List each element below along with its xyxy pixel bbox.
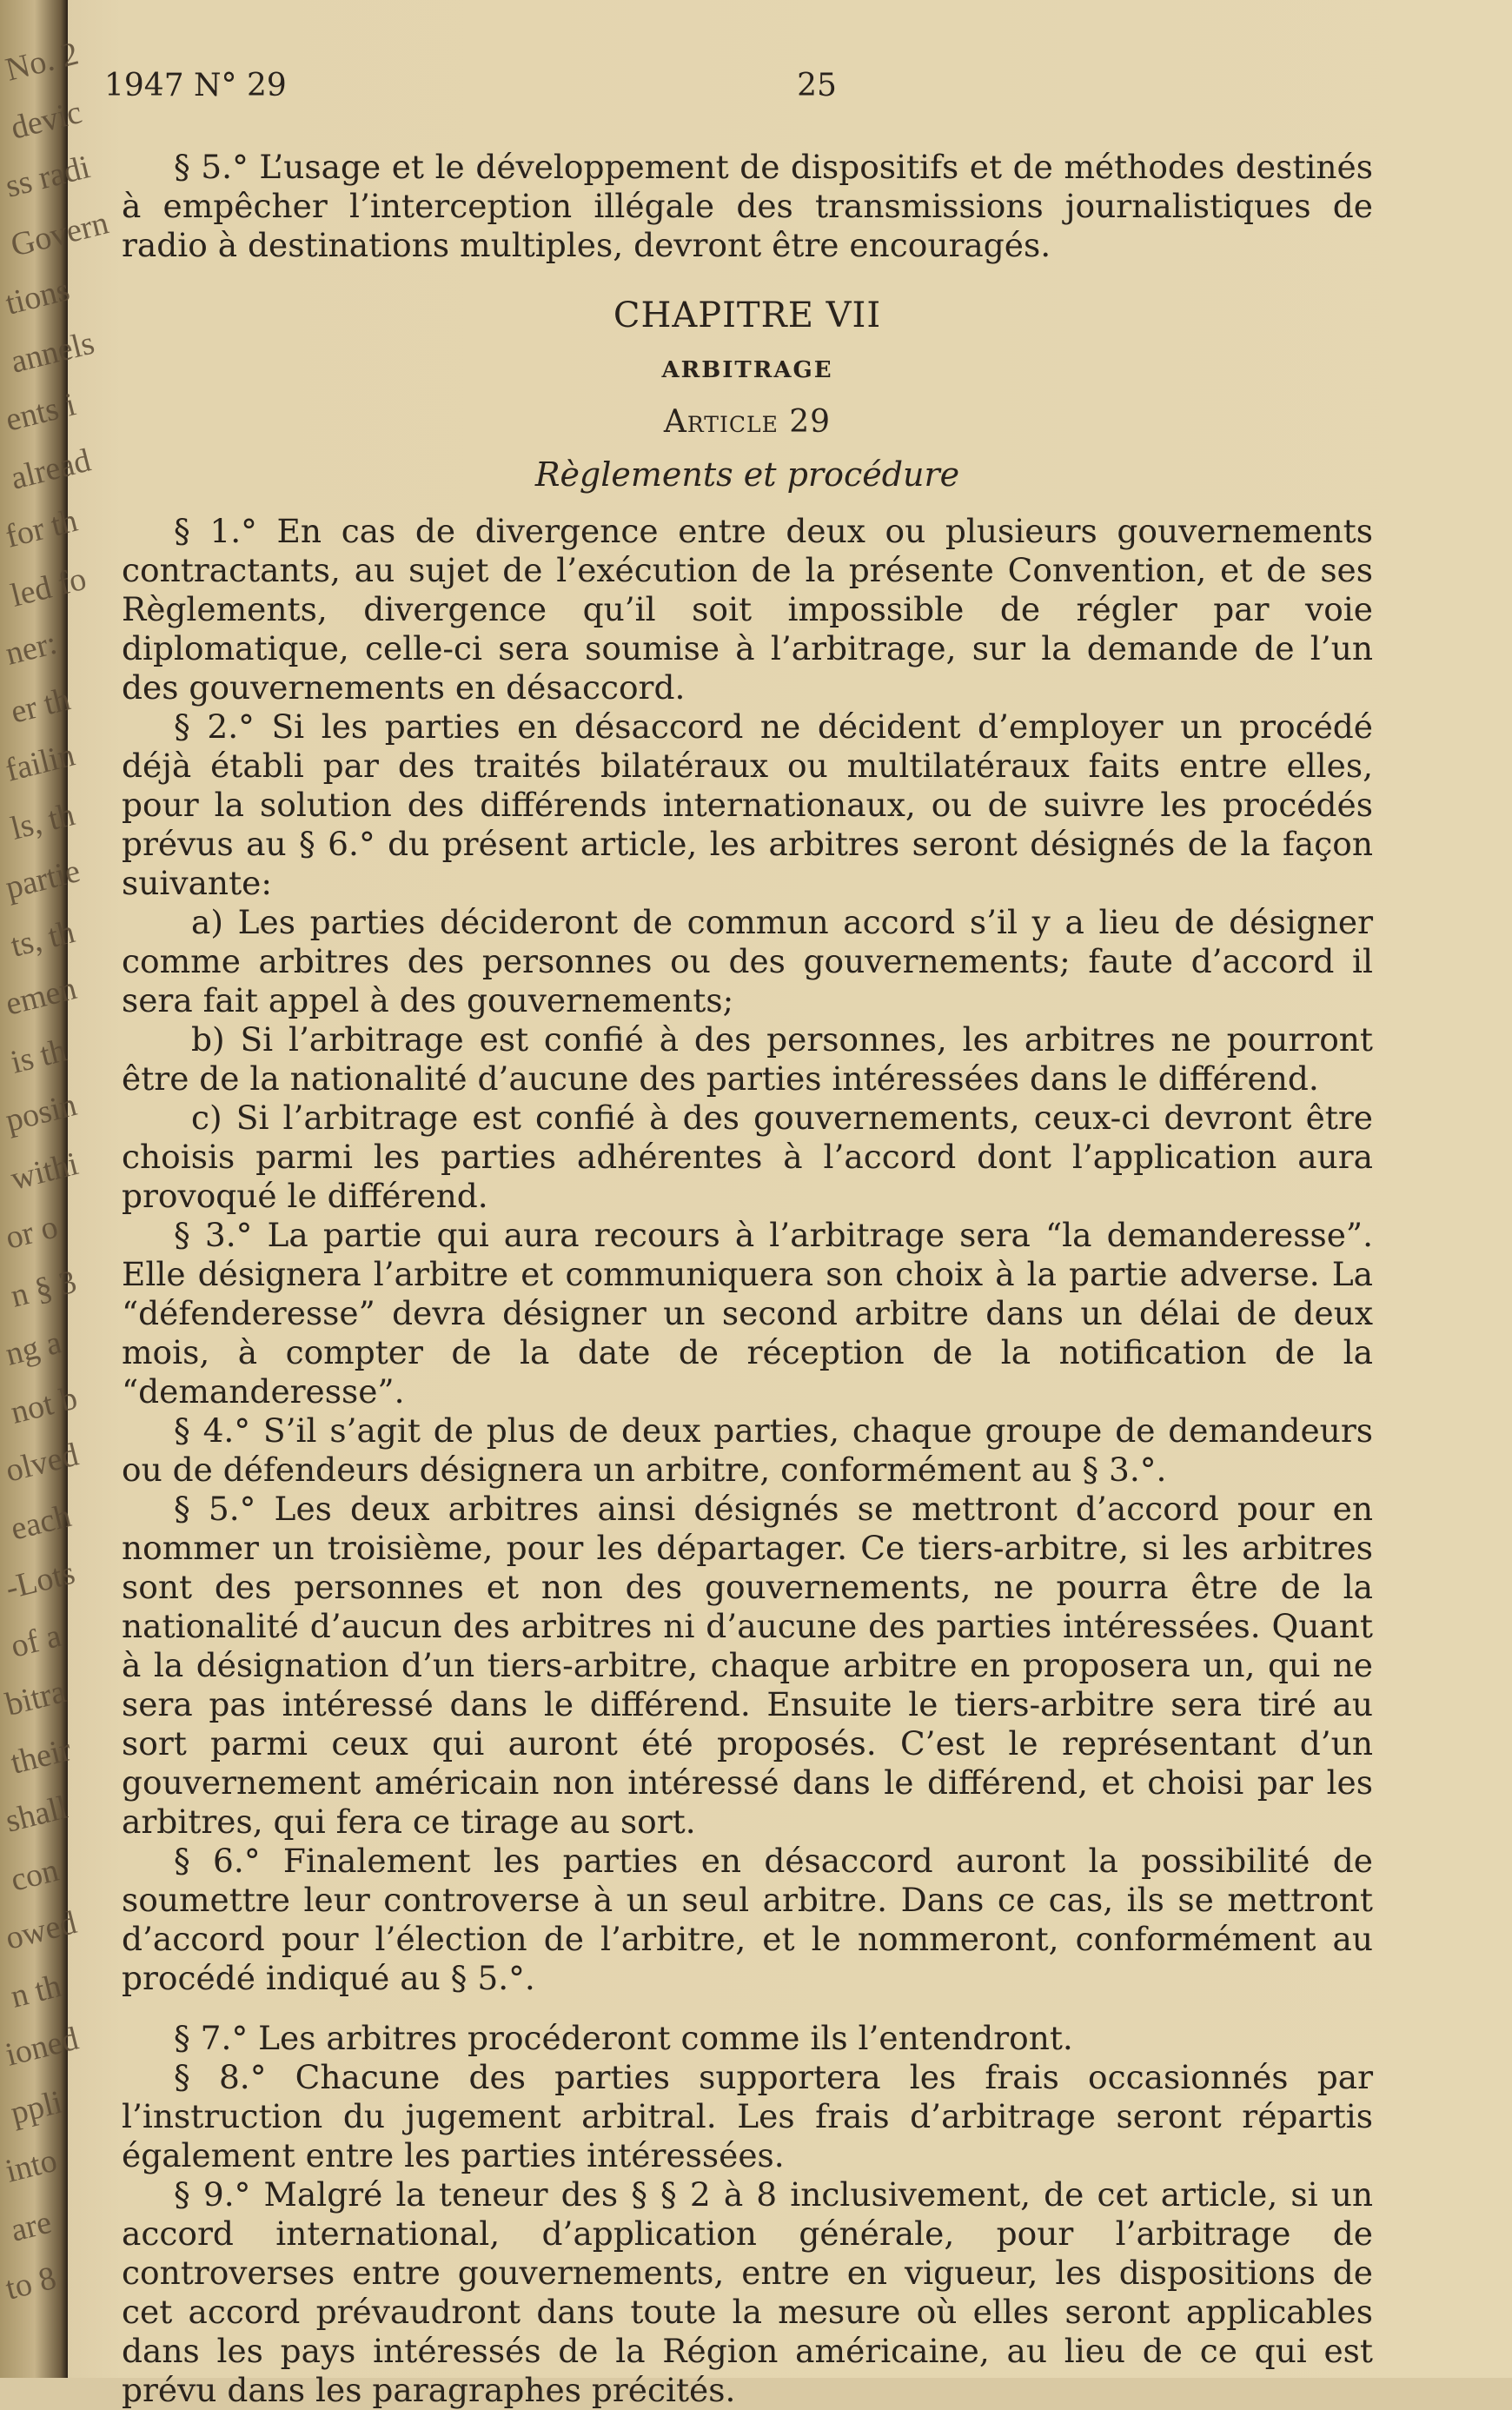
- bleed-fragment: partie: [2, 852, 84, 906]
- bleed-fragment: con: [7, 1851, 63, 1899]
- bleed-fragment: ioned: [2, 2020, 83, 2074]
- bleed-fragment: posin: [2, 1086, 81, 1139]
- paragraph-9: § 9.° Malgré la teneur des § § 2 à 8 inclusivement, de cet article, si un accord international, d’application générale, pour l’arbitrage de controverses entre gouvernements, entre en vigueur, les dispositions de cet accord prévaudront dans toute la mesure où elles seront applicables dans les pays intéressés de la Région américaine, au lieu de ce qui est prévu dans les paragraphes précités.: [122, 2175, 1373, 2409]
- page-body: [122, 148, 1373, 2410]
- bleed-fragment: alread: [7, 442, 95, 497]
- bleed-fragment: ls, th: [7, 796, 79, 848]
- paragraph-8: § 8.° Chacune des parties supportera les frais occasionnés par l’instruction du jugement arbitral. Les frais d’arbitrage seront répartis également entre les parties intéressées.: [122, 2058, 1373, 2174]
- bleed-fragment: for th: [2, 502, 82, 556]
- bleed-fragment: annels: [7, 324, 98, 381]
- paragraph-2a: a) Les parties décideront de commun accord s’il y a lieu de désigner comme arbitres des personnes ou des gouvernements; faute d’accord il sera fait appel à des gouvernements;: [122, 903, 1373, 1019]
- bleed-fragment: not b: [7, 1379, 82, 1431]
- bleed-fragment: -Lots: [2, 1554, 79, 1607]
- bleed-fragment: ppli: [7, 2083, 66, 2133]
- paragraph-2c: c) Si l’arbitrage est confié à des gouvernements, ceux-ci devront être choisis parmi les parties adhérentes à l’accord dont l’application aura provoqué le différend.: [122, 1099, 1373, 1215]
- facing-page-bleed: [0, 0, 112, 2378]
- chapter-subject: ARBITRAGE: [661, 357, 833, 383]
- paragraph-2b: b) Si l’arbitrage est confié à des personnes, les arbitres ne pourront être de la nationalité d’aucune des parties intéressées dans le différend.: [122, 1020, 1373, 1098]
- bleed-fragment: are: [7, 2203, 56, 2249]
- bleed-fragment: devic: [7, 94, 86, 147]
- bleed-fragment: bitra: [2, 1673, 70, 1723]
- bleed-fragment: n § 3: [7, 1263, 81, 1315]
- paragraph-6: § 6.° Finalement les parties en désaccord auront la possibilité de soumettre leur controverse à un seul arbitre. Dans ce cas, ils se mettront d’accord pour l’élection de l’arbitre, et le nommeront, conformément au procédé indiqué au § 5.°.: [122, 1842, 1373, 1997]
- bleed-fragment: owed: [2, 1903, 81, 1957]
- paragraph-5-intro: § 5.° L’usage et le développement de dispositifs et de méthodes destinés à empêcher l’interception illégale des transmissions journalistiques de radio à destinations multiples, devront être encouragés.: [122, 148, 1373, 264]
- bleed-fragment: ss radi: [2, 149, 94, 206]
- bleed-fragment: of a: [7, 1617, 65, 1665]
- article-title: Article 29: [663, 404, 832, 440]
- bleed-fragment: ner:: [2, 624, 61, 673]
- bleed-fragment: to 8: [2, 2259, 60, 2307]
- bleed-fragment: No. 2: [2, 35, 83, 89]
- bleed-fragment: led fo: [7, 560, 90, 614]
- page-number: 25: [797, 68, 837, 103]
- paragraph-5: § 5.° Les deux arbitres ainsi désignés se mettront d’accord pour en nommer un troisième, pour les départager. Ce tiers-arbitre, si les arbitres sont des personnes et non des gouvernements, ne pourra être de la nationalité d’aucun des arbitres ni d’aucune des parties intéressées. Quant à la désignation d’un tiers-arbitre, chaque arbitre en proposera un, qui ne sera pas intéressé dans le différend. Ensuite le tiers-arbitre sera tiré au sort parmi ceux qui auront été proposés. C’est le représentant d’un gouvernement américain non intéressé dans le différend, et choisi par les arbitres, qui fera ce tirage au sort.: [122, 1490, 1373, 1841]
- bleed-fragment: n th: [7, 1967, 65, 2015]
- bleed-fragment: withi: [7, 1145, 83, 1198]
- bleed-fragment: Govern: [7, 203, 112, 264]
- bleed-fragment: emen: [2, 969, 81, 1023]
- bleed-fragment: each: [7, 1497, 75, 1549]
- bleed-fragment: shall: [2, 1789, 72, 1841]
- paragraph-7: § 7.° Les arbitres procéderont comme ils l’entendront.: [174, 2019, 1073, 2057]
- paragraph-1: § 1.° En cas de divergence entre deux ou plusieurs gouvernements contractants, au sujet de l’exécution de la présente Convention, et de ses Règlements, divergence qu’il soit impossible de régler par voie diplomatique, celle-ci sera soumise à l’arbitrage, sur la demande de l’un des gouvernements en désaccord.: [122, 512, 1373, 707]
- bleed-fragment: their: [7, 1731, 75, 1782]
- bleed-fragment: into: [2, 2142, 61, 2191]
- page-header: [104, 68, 1408, 120]
- paragraph-2: § 2.° Si les parties en désaccord ne décident d’employer un procédé déjà établi par des traités bilatéraux ou multilatéraux faits entre elles, pour la solution des différends internationaux, ou de suivre les procédés prévus au § 6.° du présent article, les arbitres seront désignés de la façon suivante:: [122, 707, 1373, 902]
- header-year-number: 1947 N° 29: [104, 68, 287, 103]
- paragraph-4: § 4.° S’il s’agit de plus de deux parties, chaque groupe de demandeurs ou de défendeurs désignera un arbitre, conformément au § 3.°.: [122, 1411, 1373, 1489]
- bleed-fragment: ents i: [2, 386, 80, 439]
- chapter-title: CHAPITRE VII: [613, 295, 882, 335]
- bleed-fragment: is th: [7, 1032, 70, 1081]
- article-subtitle: Règlements et procédure: [534, 455, 960, 494]
- bleed-fragment: failin: [2, 736, 79, 789]
- bleed-fragment: or o: [2, 1207, 62, 1257]
- bleed-fragment: er th: [7, 681, 74, 731]
- bleed-fragment: olved: [2, 1436, 83, 1490]
- bleed-fragment: ts, th: [7, 913, 79, 965]
- bleed-fragment: ng a: [2, 1324, 65, 1373]
- bleed-fragment: tions: [2, 270, 74, 322]
- paragraph-3: § 3.° La partie qui aura recours à l’arbitrage sera “la demanderesse”. Elle désignera l’arbitre et communiquera son choix à la partie adverse. La “défenderesse” devra désigner un second arbitre dans un délai de deux mois, à compter de la date de réception de la notification de la “demanderesse”.: [122, 1216, 1373, 1411]
